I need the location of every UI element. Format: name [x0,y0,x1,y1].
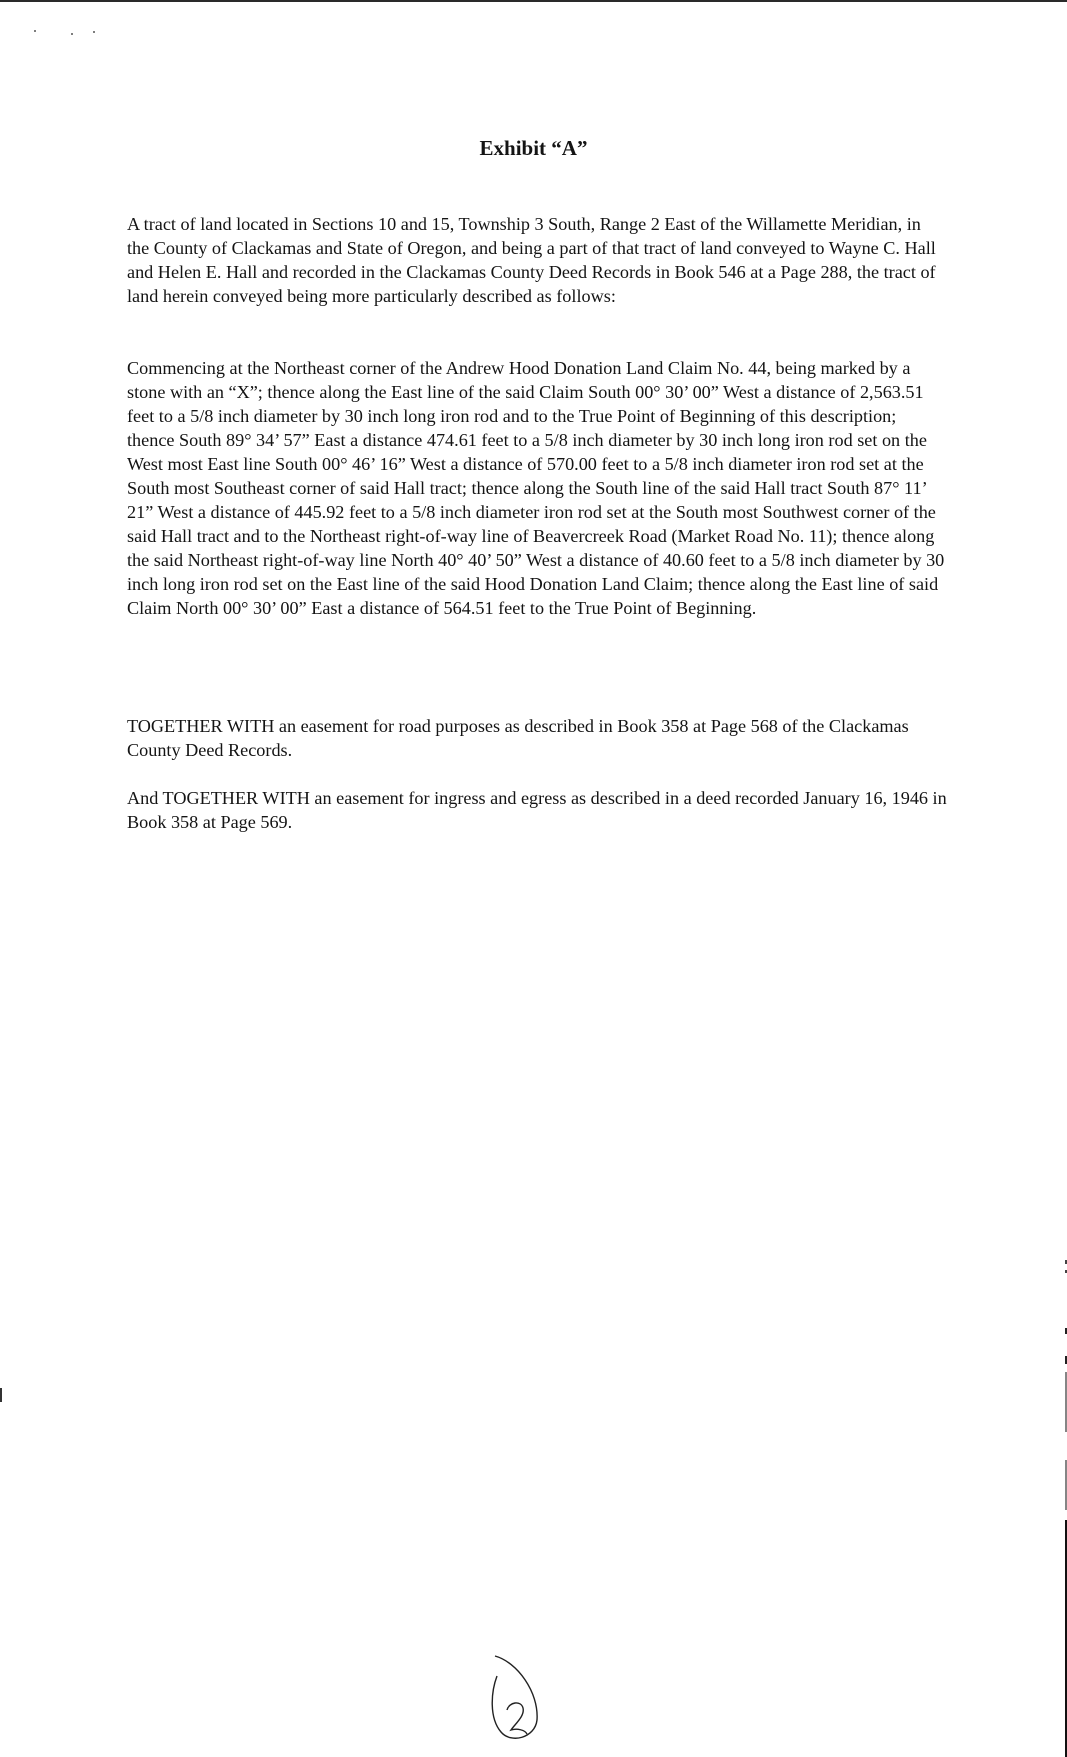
paragraph-tract-description: A tract of land located in Sections 10 and 15, Township 3 South, Range 2 East of the Willamette Meridian, in the County of Clackamas and State of Oregon, and being a part of that tract of land conveyed to Wayne C. Hall and Helen E. Hall and recorded in the Clackamas County Deed Records in Book 546 at a Page 288, the tract of land herein conveyed being more particularly described as follows: [127,214,936,306]
scan-top-edge [0,0,1067,2]
paragraph-ingress-egress-easement: And TOGETHER WITH an easement for ingress and egress as described in a deed recorded January 16, 1946 in Book 358 at Page 569. [127,788,947,832]
scan-right-edge-marks [1061,1260,1067,1757]
paragraph-road-easement: TOGETHER WITH an easement for road purposes as described in Book 358 at Page 568 of the Clackamas County Deed Records. [127,716,909,760]
handwritten-page-number [487,1652,543,1744]
paragraph-metes-and-bounds: Commencing at the Northeast corner of the Andrew Hood Donation Land Claim No. 44, being marked by a stone with an “X”; thence along the East line of the said Claim South 00° 30’ 00” West a distance of 2,563.51 feet to a 5/8 inch diameter by 30 inch long iron rod and to the True Point of Beginning of this description; thence South 89° 34’ 57” East a distance 474.61 feet to a 5/8 inch diameter by 30 inch long iron rod set on the West most East line South 00° 46’ 16” West a distance of 570.00 feet to a 5/8 inch diameter iron rod set at the South most Southeast corner of said Hall tract; thence along the South line of the said Hall tract South 87° 11’ 21” West a distance of 445.92 feet to a 5/8 inch diameter iron rod set at the South most Southwest corner of the said Hall tract and to the Northeast right-of-way line of Beavercreek Road (Market Road No. 11); thence along the said Northeast right-of-way line North 40° 40’ 50” West a distance of 40.60 feet to a 5/8 inch diameter by 30 inch long iron rod set on the East line of the said Hood Donation Land Claim; thence along the East line of said Claim North 00° 30’ 00” East a distance of 564.51 feet to the True Point of Beginning. [127,358,945,618]
scan-left-edge-mark [0,1388,2,1402]
scan-specks [32,28,112,38]
exhibit-title: Exhibit “A” [479,136,588,160]
